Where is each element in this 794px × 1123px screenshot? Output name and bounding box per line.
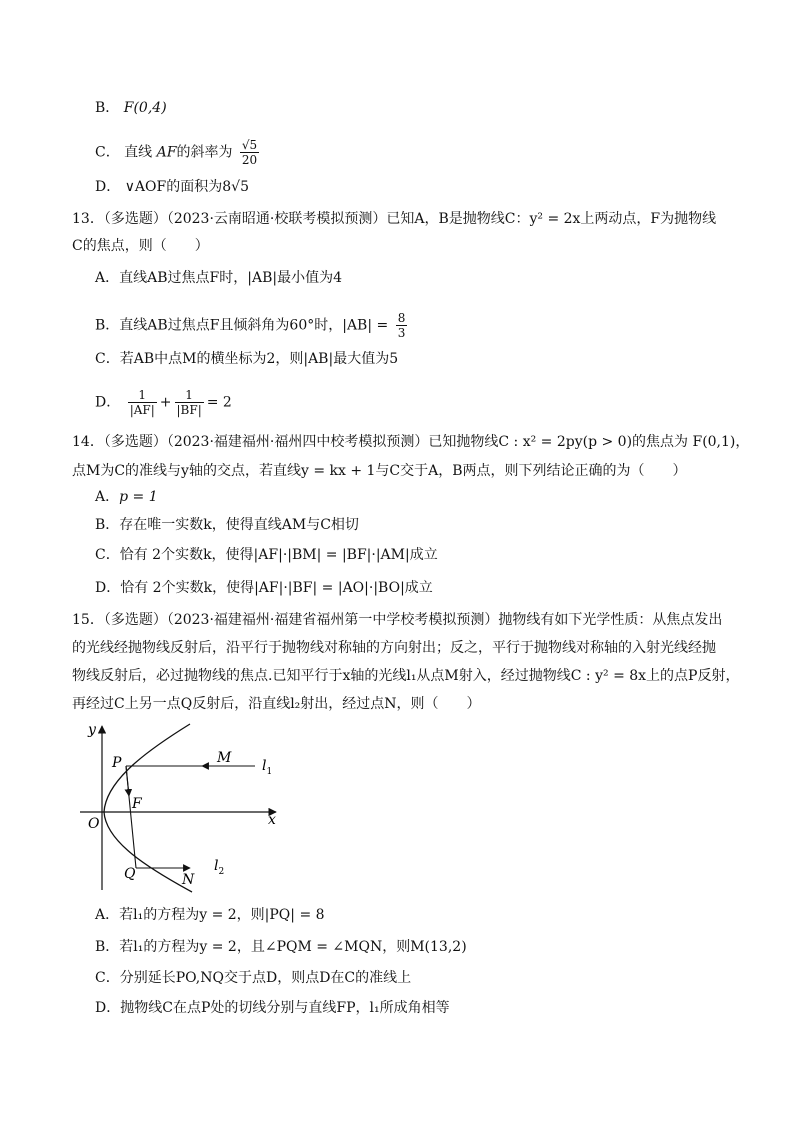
q15-option-a — [95, 905, 325, 925]
q15-stem-line-1 — [72, 610, 722, 630]
question-source: （2023·福建福州·福建省福州第一中学校考模拟预测） — [166, 612, 499, 628]
q14-stem-line-2 — [72, 461, 687, 481]
option-letter: D． — [95, 580, 121, 596]
label-y: y — [88, 722, 96, 738]
q15-stem-line-4 — [72, 694, 481, 714]
q12-option-b — [95, 98, 167, 118]
question-stem: 点M为C的准线与y轴的交点，若直线y = kx + 1与C交于A，B两点，则下列结论正确的为（ ） — [72, 463, 687, 479]
option-text: 若l₁的方程为y = 2，且∠PQM = ∠MQN，则M(13,2) — [119, 939, 467, 955]
option-text: 分别延长PO,NQ交于点D，则点D在C的准线上 — [119, 970, 412, 986]
q15-option-c — [95, 968, 411, 988]
parabola-reflection-figure — [80, 720, 290, 895]
option-text: 若l₁的方程为y = 2，则|PQ| = 8 — [119, 907, 325, 923]
q13-option-d — [95, 388, 232, 417]
option-letter: C． — [95, 351, 120, 367]
fraction-numerator: 8 — [397, 311, 406, 325]
fraction-numerator: √5 — [241, 138, 258, 152]
plus-sign: + — [159, 394, 172, 411]
question-stem: 抛物线有如下光学性质：从焦点发出 — [498, 612, 723, 628]
q15-stem-line-3 — [72, 666, 739, 686]
option-text: 若AB中点M的横坐标为2，则|AB|最大值为5 — [119, 351, 399, 367]
option-text: p = 1 — [119, 489, 158, 505]
q14-option-a — [95, 487, 158, 507]
fraction-numerator: 1 — [128, 388, 157, 403]
q13-option-b — [95, 311, 410, 340]
fraction-denominator: 20 — [241, 153, 258, 167]
option-letter: B． — [95, 939, 120, 955]
question-tag: （多选题） — [103, 211, 167, 227]
option-text: 直线AB过焦点F时，|AB|最小值为4 — [119, 270, 342, 286]
q13-option-c — [95, 349, 398, 369]
label-o: O — [88, 816, 100, 832]
label-x: x — [268, 812, 276, 828]
fraction — [396, 311, 408, 340]
question-stem: 的光线经抛物线反射后，沿平行于抛物线对称轴的方向射出；反之，平行于抛物线对称轴的入射光线经抛 — [72, 640, 716, 656]
option-text: 的斜率为 — [176, 144, 233, 161]
fraction-numerator: 1 — [175, 388, 204, 403]
option-letter: C． — [95, 547, 120, 563]
option-text: F(0,4) — [123, 100, 167, 116]
question-number: 14． — [72, 434, 104, 450]
question-stem: 已知A，B是抛物线C：y² = 2x上两动点，F为抛物线 — [386, 211, 717, 227]
option-text: 恰有 2个实数k，使得|AF|·|BM| = |BF|·|AM|成立 — [119, 547, 438, 563]
q14-option-c — [95, 545, 438, 565]
fraction-denominator: |BF| — [176, 403, 202, 417]
question-tag: （多选题） — [103, 612, 167, 628]
option-text: 直线AB过焦点F且倾斜角为60°时，|AB| = — [119, 317, 389, 334]
question-source: （2023·福建福州·福州四中校考模拟预测） — [166, 434, 429, 450]
option-text: ∨AOF的面积为8√5 — [124, 179, 249, 195]
option-text: 抛物线C在点P处的切线分别与直线FP，l₁所成角相等 — [120, 1000, 450, 1016]
q14-option-d — [95, 578, 433, 598]
option-letter: A． — [95, 907, 120, 923]
label-p: P — [112, 755, 122, 771]
fraction-denominator: 3 — [397, 326, 406, 340]
q12-option-d — [95, 177, 249, 197]
fraction — [128, 388, 157, 417]
label-l2: $l_2$ — [214, 858, 225, 877]
label-n: N — [182, 872, 195, 888]
question-stem: C的焦点，则（ ） — [72, 238, 209, 254]
label-l1: $l_1$ — [262, 758, 273, 777]
question-stem: 再经过C上另一点Q反射后，沿直线l₂射出，经过点N，则（ ） — [72, 696, 481, 712]
fraction-denominator: |AF| — [129, 403, 155, 417]
option-letter: B． — [95, 100, 120, 116]
option-text: AF — [156, 144, 177, 161]
option-letter: D． — [95, 394, 121, 411]
q15-option-b — [95, 937, 467, 957]
option-letter: B． — [95, 517, 120, 533]
question-stem: 已知抛物线C : x² = 2py(p > 0)的焦点为 F(0,1)， — [428, 434, 750, 450]
option-letter: A． — [95, 489, 120, 505]
label-q: Q — [124, 866, 136, 882]
q14-stem-line-1 — [72, 432, 749, 452]
option-text: 存在唯一实数k，使得直线AM与C相切 — [119, 517, 359, 533]
fraction — [240, 138, 259, 167]
label-f: F — [132, 796, 142, 812]
option-letter: B． — [95, 317, 120, 334]
fraction — [175, 388, 204, 417]
q14-option-b — [95, 515, 359, 535]
q12-option-c — [95, 138, 262, 167]
q15-stem-line-2 — [72, 638, 716, 658]
option-letter: D． — [95, 179, 121, 195]
option-letter: A． — [95, 270, 120, 286]
question-number: 13． — [72, 211, 104, 227]
q13-stem-line-1 — [72, 209, 716, 229]
q13-option-a — [95, 268, 342, 288]
parabola-curve — [104, 724, 192, 892]
q13-stem-line-2 — [72, 236, 209, 256]
question-stem: 物线反射后，必过抛物线的焦点.已知平行于x轴的光线l₁从点M射入，经过抛物线C : y² = 8x上的点P反射， — [72, 668, 740, 684]
question-source: （2023·云南昭通·校联考模拟预测） — [166, 211, 387, 227]
option-text: 直线 — [124, 144, 153, 161]
label-m: M — [217, 750, 232, 766]
q15-option-d — [95, 998, 450, 1018]
question-number: 15． — [72, 612, 104, 628]
option-letter: C． — [95, 144, 120, 161]
option-letter: D． — [95, 1000, 121, 1016]
option-letter: C． — [95, 970, 120, 986]
option-text: 恰有 2个实数k，使得|AF|·|BF| = |AO|·|BO|成立 — [120, 580, 433, 596]
question-tag: （多选题） — [103, 434, 167, 450]
option-text: = 2 — [206, 394, 232, 411]
